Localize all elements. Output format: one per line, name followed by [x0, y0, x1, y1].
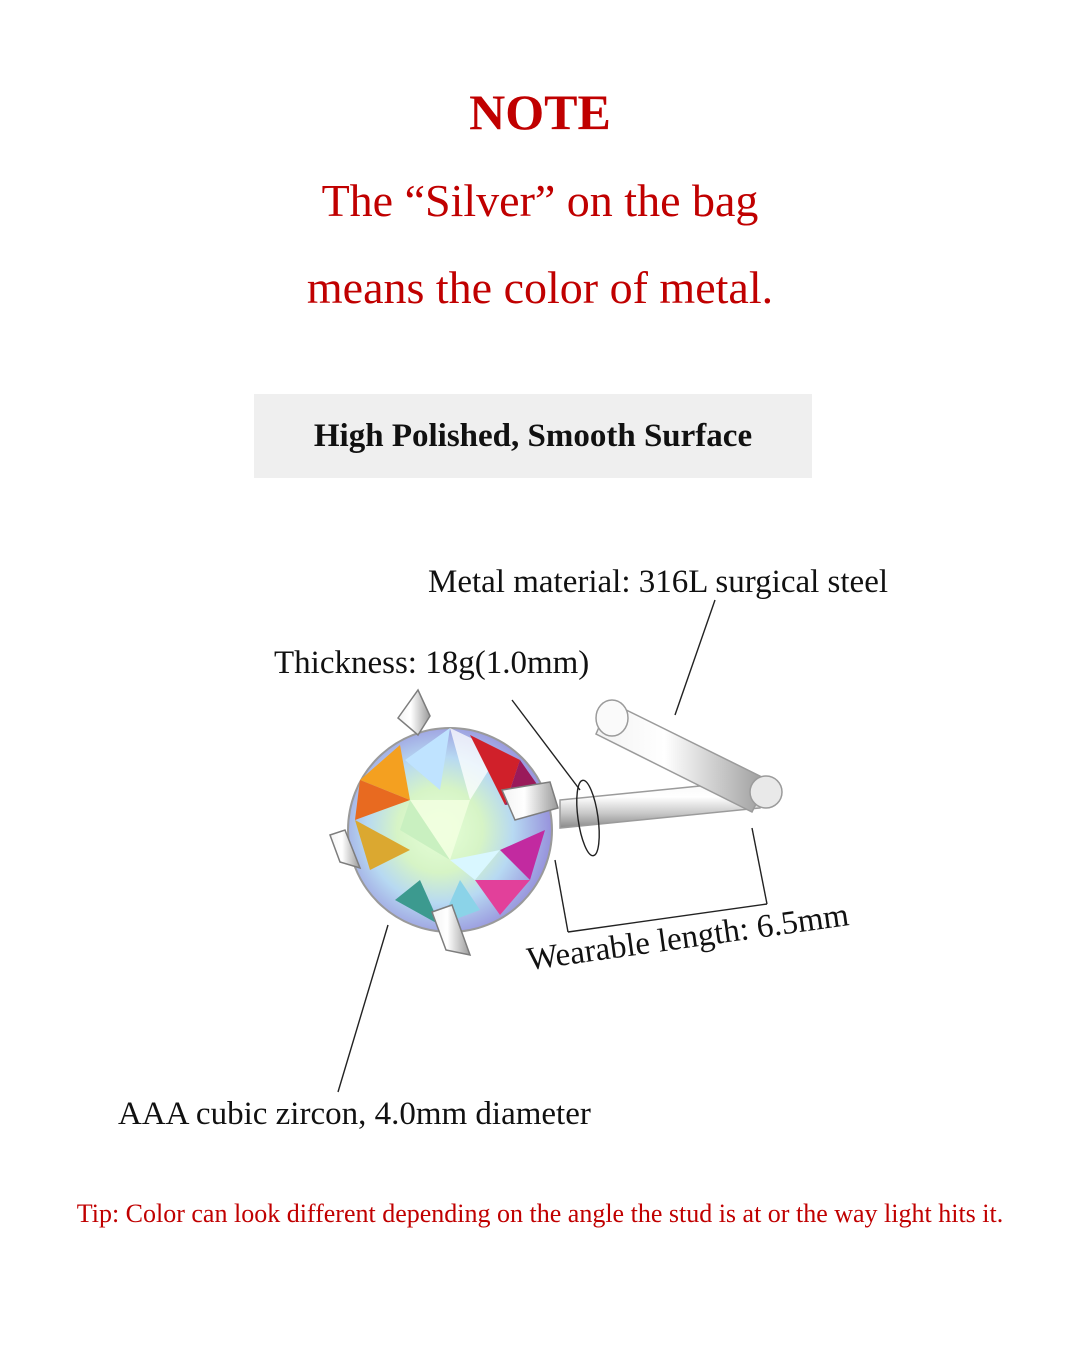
note-line-2: means the color of metal.: [306, 262, 774, 313]
spec-zircon: AAA cubic zircon, 4.0mm diameter: [118, 1096, 591, 1132]
note-title: NOTE: [469, 84, 611, 140]
zircon-gem: [348, 728, 552, 932]
spec-metal-material: Metal material: 316L surgical steel: [428, 564, 889, 600]
post-shaft: [560, 700, 782, 828]
note-line-1: The “Silver” on the bag: [321, 175, 759, 226]
tip-text: Tip: Color can look different depending on the angle the stud is at or the way light hits it.: [76, 1199, 1004, 1228]
spec-thickness: Thickness: 18g(1.0mm): [274, 645, 590, 681]
feature-banner-label: High Polished, Smooth Surface: [313, 417, 753, 454]
spec-wearable-length: Wearable length: 6.5mm: [524, 897, 852, 979]
